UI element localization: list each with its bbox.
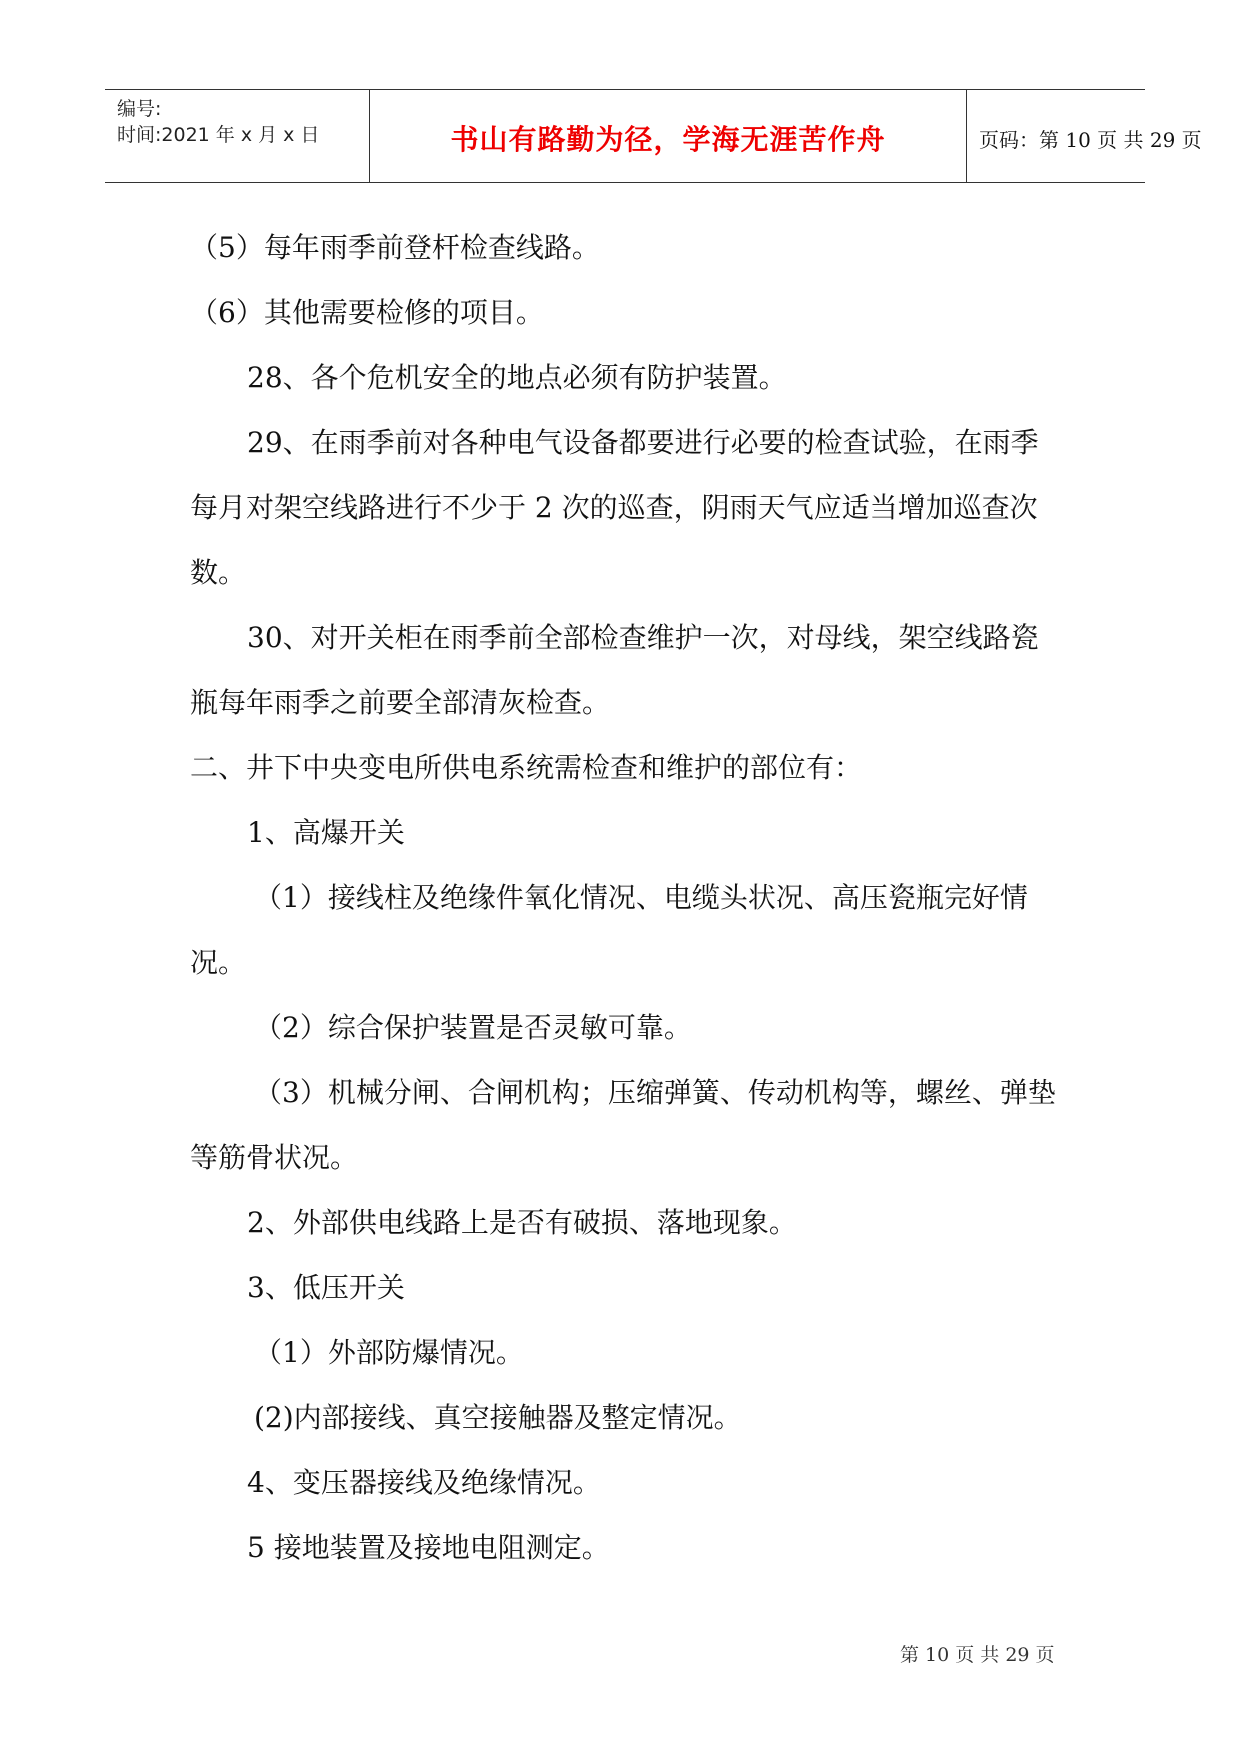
paragraph: （5）每年雨季前登杆检查线路。 bbox=[190, 231, 600, 264]
header-motto: 书山有路勤为径，学海无涯苦作舟 bbox=[450, 123, 886, 156]
paragraph: （1）外部防爆情况。 bbox=[254, 1336, 524, 1369]
page-header bbox=[105, 89, 1202, 183]
paragraph: 1、高爆开关 bbox=[247, 816, 405, 849]
paragraph: 28、各个危机安全的地点必须有防护装置。 bbox=[247, 361, 787, 394]
header-page-cell bbox=[967, 90, 1202, 182]
paragraph: （3）机械分闸、合闸机构；压缩弹簧、传动机构等，螺丝、弹垫等筋骨状况。 bbox=[190, 1076, 1056, 1174]
paragraph: (2)内部接线、真空接触器及整定情况。 bbox=[254, 1401, 742, 1434]
paragraph: 4、变压器接线及绝缘情况。 bbox=[247, 1466, 601, 1499]
paragraph: （2）综合保护装置是否灵敏可靠。 bbox=[254, 1011, 692, 1044]
document-number-label: 编号: bbox=[117, 98, 162, 120]
paragraph: （6）其他需要检修的项目。 bbox=[190, 296, 544, 329]
section-heading: 二、井下中央变电所供电系统需检查和维护的部位有： bbox=[190, 751, 863, 784]
paragraph: 3、低压开关 bbox=[247, 1271, 405, 1304]
paragraph: 30、对开关柜在雨季前全部检查维护一次，对母线，架空线路瓷瓶每年雨季之前要全部清灰检查。 bbox=[190, 621, 1039, 719]
header-info-cell bbox=[105, 90, 370, 182]
paragraph: 2、外部供电线路上是否有破损、落地现象。 bbox=[247, 1206, 797, 1239]
page-footer: 第 10 页 共 29 页 bbox=[900, 1644, 1055, 1666]
document-time-label: 时间:2021 年 x 月 x 日 bbox=[117, 124, 320, 146]
paragraph: 5 接地装置及接地电阻测定。 bbox=[247, 1531, 610, 1564]
header-page-number: 页码：第 10 页 共 29 页 bbox=[979, 128, 1202, 152]
header-motto-cell bbox=[370, 90, 967, 182]
paragraph: （1）接线柱及绝缘件氧化情况、电缆头状况、高压瓷瓶完好情况。 bbox=[190, 881, 1028, 979]
document-body bbox=[190, 215, 1060, 1580]
paragraph: 29、在雨季前对各种电气设备都要进行必要的检查试验，在雨季每月对架空线路进行不少于 2 次的巡查，阴雨天气应适当增加巡查次数。 bbox=[190, 426, 1039, 589]
